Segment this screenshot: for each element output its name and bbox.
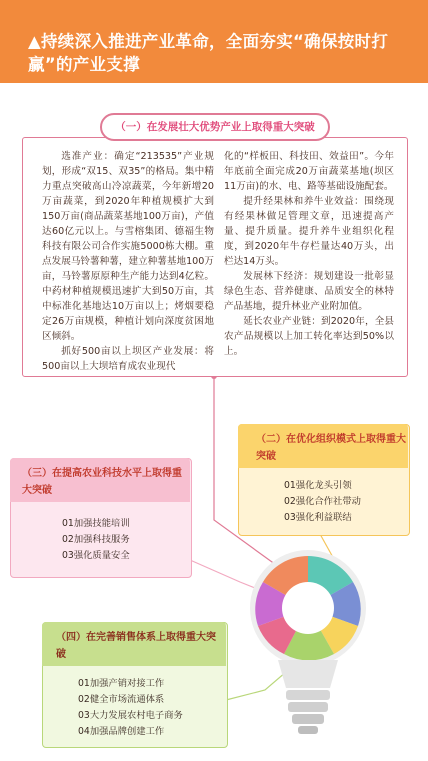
page-title: ▲持续深入推进产业革命，全面夯实“确保按时打赢”的产业支撑 — [28, 32, 389, 74]
section2-title: （二）在优化组织模式上取得重大突破 — [256, 434, 406, 462]
list-item: 04加强品牌创建工作 — [78, 726, 165, 737]
paragraph: 选准产业：确定“213535”产业规划，形成“双15、双35”的格局。集中精力重点突破高山冷凉蔬菜，今年新增20万亩蔬菜，到2020年种植规模扩大到150万亩(商品蔬菜基地100万亩)，产值达60亿元以上。与雪榕集团、德福生物科技有限公司合作实施5000栋大棚。重点发展马铃薯种薯，建立种薯基地100万亩，马铃薯原原种生产能力达到4亿粒。中药材种植规模迅速扩大到50万亩，其中标准化基地达10万亩以上；烤烟要稳定26万亩规模，种植计划向深度贫困地区倾斜。 — [42, 151, 214, 342]
section3-title: （三）在提高农业科技水平上取得重大突破 — [22, 468, 182, 496]
list-item: 02健全市场流通体系 — [78, 694, 165, 705]
list-item: 01加强产销对接工作 — [78, 678, 165, 689]
paragraph: 化的“样板田、科技田、效益田”。今年年底前全面完成20万亩蔬菜基地(坝区11万亩)的水、电、路等基础设施配套。 — [224, 151, 394, 192]
list-item: 03强化质量安全 — [62, 550, 130, 561]
list-item: 01强化龙头引领 — [284, 480, 352, 491]
section3-list — [62, 516, 130, 564]
section2-list — [284, 478, 361, 526]
paragraph: 抓好500亩以上坝区产业发展：将500亩以上大坝培育成农业现代 — [42, 346, 214, 372]
paragraph: 延长农业产业链：到2020年，全县农产品规模以上加工转化率达到50%以上。 — [224, 316, 394, 357]
section4-title: （四）在完善销售体系上取得重大突破 — [56, 632, 216, 660]
paragraph: 发展林下经济：规划建设一批彰显绿色生态、营养健康、品质安全的林特产品基地，提升林业产业附加值。 — [224, 271, 394, 312]
section1-left-column — [42, 149, 214, 374]
section1-title: （一）在发展壮大优势产业上取得重大突破 — [100, 113, 330, 141]
list-item: 02强化合作社带动 — [284, 496, 361, 507]
light-bulb-icon — [238, 548, 408, 748]
list-item: 03大力发展农村电子商务 — [78, 710, 183, 721]
list-item: 03强化利益联结 — [284, 512, 352, 523]
paragraph: 提升经果林和养牛业效益：围绕现有经果林做足管理文章，迅速提高产量、提升质量。提升养牛业组织化程度，到2020年牛存栏量达40万头，出栏达14万头。 — [224, 196, 394, 267]
section1-right-column — [224, 149, 394, 359]
section4-list — [78, 676, 183, 740]
list-item: 01加强技能培训 — [62, 518, 130, 529]
list-item: 02加强科技服务 — [62, 534, 130, 545]
